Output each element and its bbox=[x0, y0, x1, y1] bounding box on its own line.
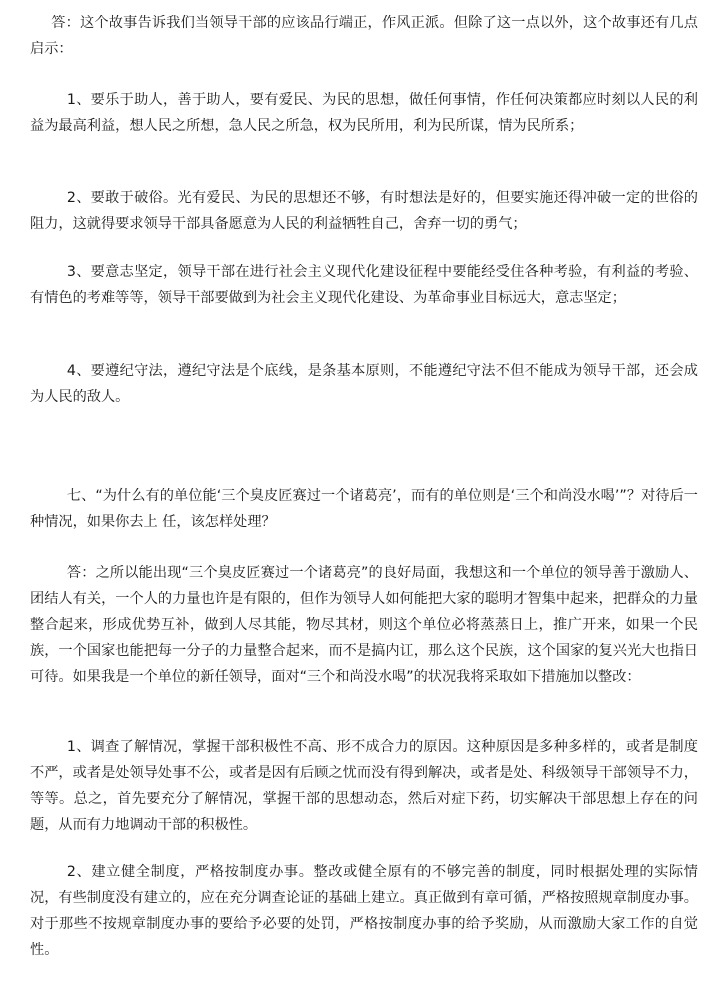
list-item-4: 4、要遵纪守法，遵纪守法是个底线，是条基本原则，不能遵纪守法不但不能成为领导干部，还会成为人民的敌人。 bbox=[30, 363, 698, 405]
list-item-3: 3、要意志坚定，领导干部在进行社会主义现代化建设征程中要能经受住各种考验，有利益的考验、有情色的考难等等，领导干部要做到为社会主义现代化建设、为革命事业目标远大，意志坚定； bbox=[30, 264, 698, 306]
answer-paragraph-intro: 答：这个故事告诉我们当领导干部的应该品行端正，作风正派。但除了这一点以外，这个故事还有几点启示： bbox=[30, 15, 698, 57]
measure-item-2: 2、建立健全制度，严格按制度办事。整改或健全原有的不够完善的制度，同时根据处理的实际情况，有些制度没有建立的，应在充分调查论证的基础上建立。真正做到有章可循，严格按照规章制度办事。对于那些不按规章制度办事的要给予必要的处罚，严格按制度办事的给予奖励，从而激励大家工作的自觉性。 bbox=[30, 864, 698, 958]
list-item-2: 2、要敢于破俗。光有爱民、为民的思想还不够，有时想法是好的，但要实施还得冲破一定的世俗的阻力，这就得要求领导干部具备愿意为人民的利益牺牲自己，舍弃一切的勇气； bbox=[30, 190, 698, 232]
answer-paragraph: 答：之所以能出现“三个臭皮匠赛过一个诸葛亮”的良好局面，我想这和一个单位的领导善于激励人、团结人有关，一个人的力量也许是有限的，但作为领导人如何能把大家的聪明才智集中起来，把群众的力量整合起来，形成优势互补，做到人尽其能，物尽其材，则这个单位必将蒸蒸日上，推广开来，如果一个民族，一个国家也能把每一分子的力量整合起来，而不是搞内讧，那么这个民族，这个国家的复兴光大也指日可待。如果我是一个单位的新任领导，面对“三个和尚没水喝”的状况我将采取如下措施加以整改： bbox=[30, 565, 698, 685]
list-item-1: 1、要乐于助人，善于助人，要有爱民、为民的思想，做任何事情，作任何决策都应时刻以人民的利益为最高利益，想人民之所想，急人民之所急，权为民所用，利为民所谋，情为民所系； bbox=[30, 92, 698, 134]
measure-item-1: 1、调查了解情况，掌握干部积极性不高、形不成合力的原因。这种原因是多种多样的，或者是制度不严，或者是处领导处事不公，或者是因有后顾之忧而没有得到解决，或者是处、科级领导干部领导不力，等等。总之，首先要充分了解情况，掌握干部的思想动态，然后对症下药，切实解决干部思想上存在的问题，从而有力地调动干部的积极性。 bbox=[30, 739, 698, 833]
question-heading: 七、“为什么有的单位能‘三个臭皮匠赛过一个诸葛亮’，而有的单位则是‘三个和尚没水喝’”？对待后一种情况，如果你去上 任，该怎样处理？ bbox=[30, 488, 698, 530]
